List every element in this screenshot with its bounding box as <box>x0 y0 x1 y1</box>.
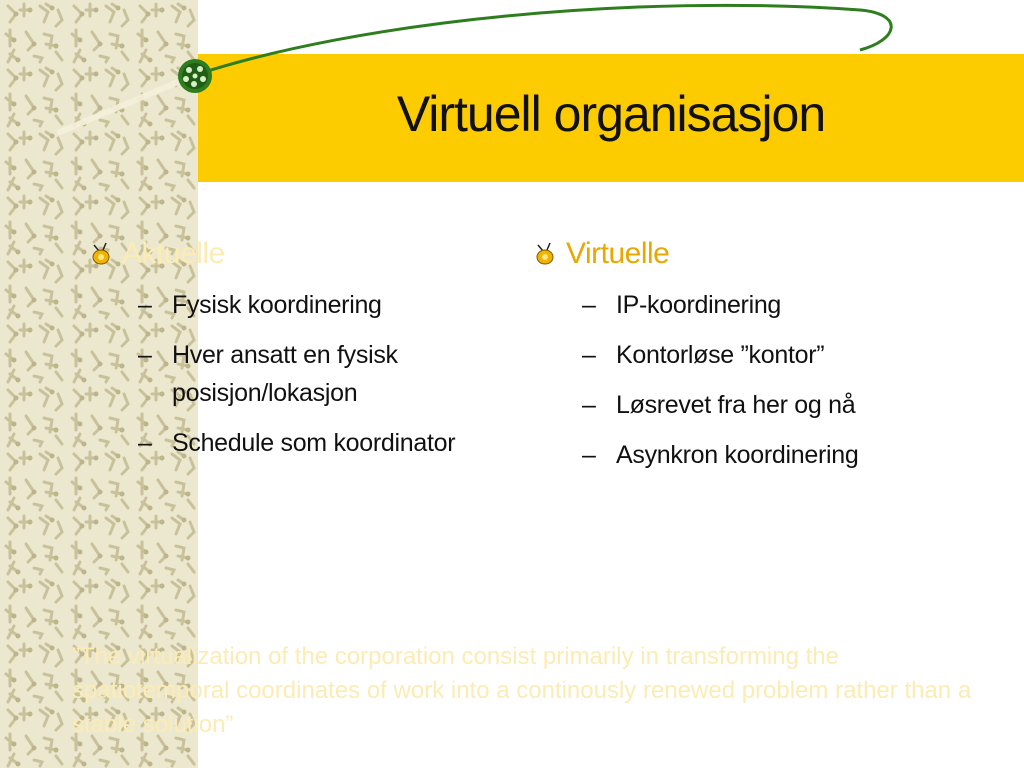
right-heading: Virtuelle <box>566 237 670 270</box>
right-list <box>530 286 950 474</box>
dash-marker: – <box>582 391 596 419</box>
dash-marker: – <box>582 291 596 319</box>
list-item-text: Fysisk koordinering <box>172 291 382 319</box>
page-title: Virtuell organisasjon <box>396 86 826 142</box>
list-item <box>530 286 950 324</box>
list-item <box>86 424 466 462</box>
list-item <box>86 286 466 324</box>
list-item <box>86 336 466 412</box>
list-item <box>530 436 950 474</box>
left-list <box>86 286 466 462</box>
dash-marker: – <box>582 441 596 469</box>
list-item <box>530 336 950 374</box>
dash-marker: – <box>138 429 152 457</box>
list-item-text: Løsrevet fra her og nå <box>616 391 856 419</box>
bee-bullet-icon <box>530 239 560 269</box>
dash-marker: – <box>138 341 152 369</box>
list-item-text: Schedule som koordinator <box>172 429 456 457</box>
left-heading: Aktuelle <box>122 237 225 270</box>
right-column <box>530 232 950 486</box>
left-heading-row <box>86 232 466 276</box>
list-item-text: Asynkron koordinering <box>616 441 859 469</box>
left-column <box>86 232 466 474</box>
right-heading-row <box>530 232 950 276</box>
quote-text: ”The virtualization of the corporation consist primarily in transforming the spatiotemporal coordinates of work into a continously renewed problem rather than a stable solution” <box>72 643 972 738</box>
list-item-text: Hver ansatt en fysisk posisjon/lokasjon <box>172 341 398 407</box>
dash-marker: – <box>582 341 596 369</box>
dash-marker: – <box>138 291 152 319</box>
bee-bullet-icon <box>86 239 116 269</box>
list-item-text: Kontorløse ”kontor” <box>616 341 825 369</box>
list-item <box>530 386 950 424</box>
list-item-text: IP-koordinering <box>616 291 782 319</box>
